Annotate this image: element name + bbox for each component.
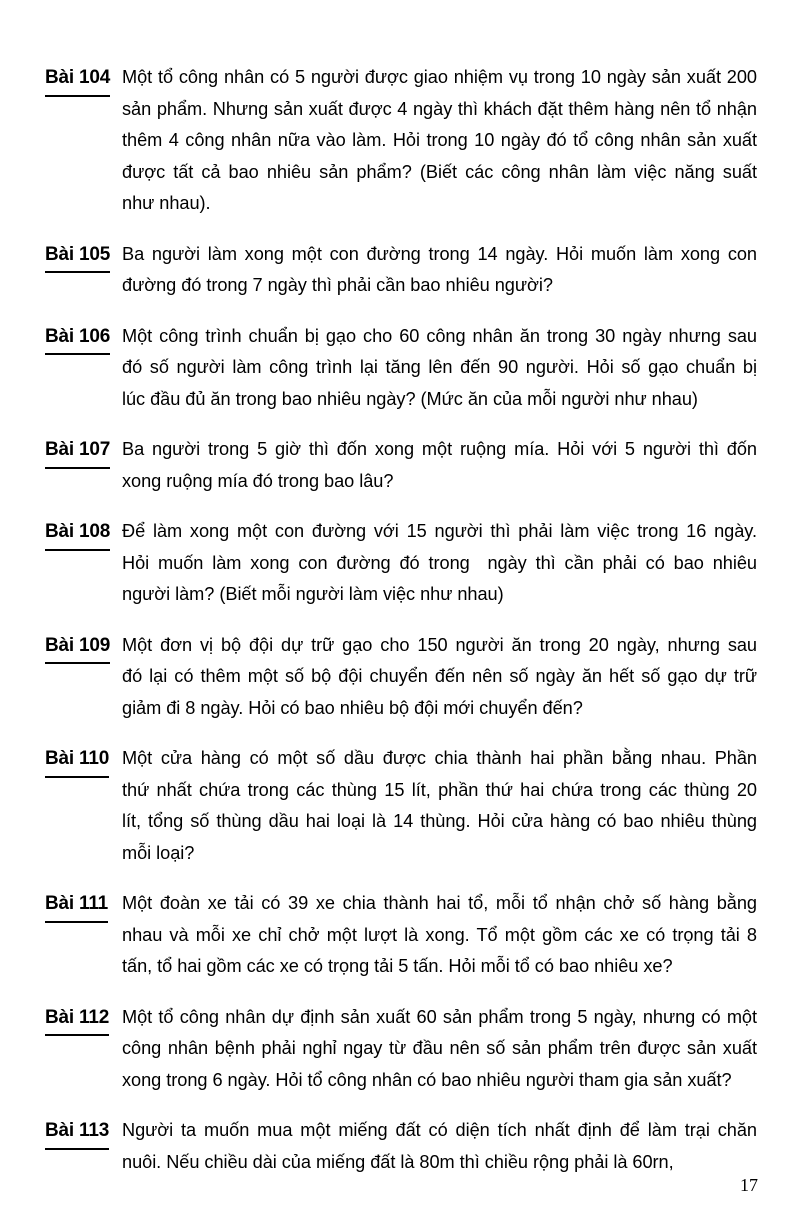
problem-label: Bài 108 xyxy=(45,516,110,551)
problem-block xyxy=(45,888,757,983)
problem-text-line: Người ta muốn mua một miếng đất có diện tích nhất định để làm trại chăn xyxy=(122,1120,757,1140)
problem-label: Bài 107 xyxy=(45,434,110,469)
problem-text-line: giảm đi 8 ngày. Hỏi có bao nhiêu bộ đội mới chuyển đến? xyxy=(122,697,583,718)
problem-block xyxy=(45,434,757,497)
problem-text-line: như nhau). xyxy=(122,193,211,213)
problem-block xyxy=(45,630,757,725)
problem-text-line: lúc đầu đủ ăn trong bao nhiêu ngày? (Mức ăn của mỗi người như nhau) xyxy=(122,388,698,409)
problem-text-line: Một đơn vị bộ đội dự trữ gạo cho 150 người ăn trong 20 ngày, nhưng sau xyxy=(122,634,757,655)
problem-text xyxy=(122,743,757,869)
problem-label: Bài 109 xyxy=(45,630,110,665)
problem-text-line: xong trong 6 ngày. Hỏi tổ công nhân có bao nhiêu người tham gia sản xuất? xyxy=(122,1069,732,1090)
problem-text-line: tấn, tổ hai gồm các xe có trọng tải 5 tấn. Hỏi mỗi tổ có bao nhiêu xe? xyxy=(122,956,673,976)
problem-text-line: Hỏi muốn làm xong con đường đó trong ngày thì cần phải có bao nhiêu xyxy=(122,552,757,573)
problem-block xyxy=(45,516,757,611)
problem-text-line: công nhân bệnh phải nghỉ ngay từ đầu nên số sản phẩm trên được sản xuất xyxy=(122,1038,757,1058)
problem-text xyxy=(122,321,757,416)
problem-text xyxy=(122,888,757,983)
problem-text xyxy=(122,1002,757,1097)
problem-label: Bài 110 xyxy=(45,743,109,778)
problem-label: Bài 111 xyxy=(45,888,108,923)
problem-block xyxy=(45,321,757,416)
problem-text-line: Ba người trong 5 giờ thì đốn xong một ruộng mía. Hỏi với 5 người thì đốn xyxy=(122,439,757,459)
problem-text xyxy=(122,434,757,497)
problem-text-line: được tất cả bao nhiêu sản phẩm? (Biết các công nhân làm việc năng suất xyxy=(122,161,757,182)
problem-block xyxy=(45,743,757,869)
problem-text-line: thứ nhất chứa trong các thùng 15 lít, phần thứ hai chứa trong các thùng 20 xyxy=(122,779,757,800)
page-number: 17 xyxy=(740,1175,758,1195)
problem-text xyxy=(122,62,757,220)
problem-text xyxy=(122,1115,757,1178)
problem-text-line: Một công trình chuẩn bị gạo cho 60 công nhân ăn trong 30 ngày nhưng sau xyxy=(122,325,757,346)
problem-text xyxy=(122,516,757,611)
problem-text xyxy=(122,239,757,302)
problem-label: Bài 106 xyxy=(45,321,110,356)
problem-block xyxy=(45,1002,757,1097)
problem-list xyxy=(45,62,757,1197)
problem-text-line: xong ruộng mía đó trong bao lâu? xyxy=(122,470,394,491)
problem-text-line: thêm 4 công nhân nữa vào làm. Hỏi trong 10 ngày đó tổ công nhân sản xuất xyxy=(122,130,757,150)
problem-text-line: Để làm xong một con đường với 15 người thì phải làm việc trong 16 ngày. xyxy=(122,521,757,541)
problem-text-line: Một tổ công nhân có 5 người được giao nhiệm vụ trong 10 ngày sản xuất 200 xyxy=(122,67,757,87)
problem-text-line: nuôi. Nếu chiều dài của miếng đất là 80m thì chiều rộng phải là 60rn, xyxy=(122,1151,674,1172)
problem-text-line: lít, tổng số thùng dầu hai loại là 14 thùng. Hỏi cửa hàng có bao nhiêu thùng xyxy=(122,811,757,831)
problem-text-line: người làm? (Biết mỗi người làm việc như nhau) xyxy=(122,584,504,604)
problem-text-line: đường đó trong 7 ngày thì phải cần bao nhiêu người? xyxy=(122,275,553,295)
problem-label: Bài 113 xyxy=(45,1115,109,1150)
problem-text-line: Một tổ công nhân dự định sản xuất 60 sản phẩm trong 5 ngày, nhưng có một xyxy=(122,1006,757,1027)
problem-text-line: đó lại có thêm một số bộ đội chuyển đến nên số ngày ăn hết số gạo dự trữ xyxy=(122,666,757,686)
problem-block xyxy=(45,1115,757,1178)
problem-text-line: Một cửa hàng có một số dầu được chia thành hai phần bằng nhau. Phần xyxy=(122,748,757,768)
problem-block xyxy=(45,239,757,302)
problem-text-line: Một đoàn xe tải có 39 xe chia thành hai tổ, mỗi tổ nhận chở số hàng bằng xyxy=(122,893,757,913)
problem-label: Bài 104 xyxy=(45,62,110,97)
problem-label: Bài 112 xyxy=(45,1002,109,1037)
problem-block xyxy=(45,62,757,220)
problem-text-line: sản phẩm. Nhưng sản xuất được 4 ngày thì khách đặt thêm hàng nên tổ nhận xyxy=(122,98,757,119)
problem-text-line: Ba người làm xong một con đường trong 14 ngày. Hỏi muốn làm xong con xyxy=(122,243,757,264)
problem-label: Bài 105 xyxy=(45,239,110,274)
problem-text-line: mỗi loại? xyxy=(122,842,195,863)
problem-text-line: nhau và mỗi xe chỉ chở một lượt là xong. Tổ một gồm các xe có trọng tải 8 xyxy=(122,924,757,945)
problem-text-line: đó số người làm công trình lại tăng lên đến 90 người. Hỏi số gạo chuẩn bị xyxy=(122,357,757,377)
problem-text xyxy=(122,630,757,725)
